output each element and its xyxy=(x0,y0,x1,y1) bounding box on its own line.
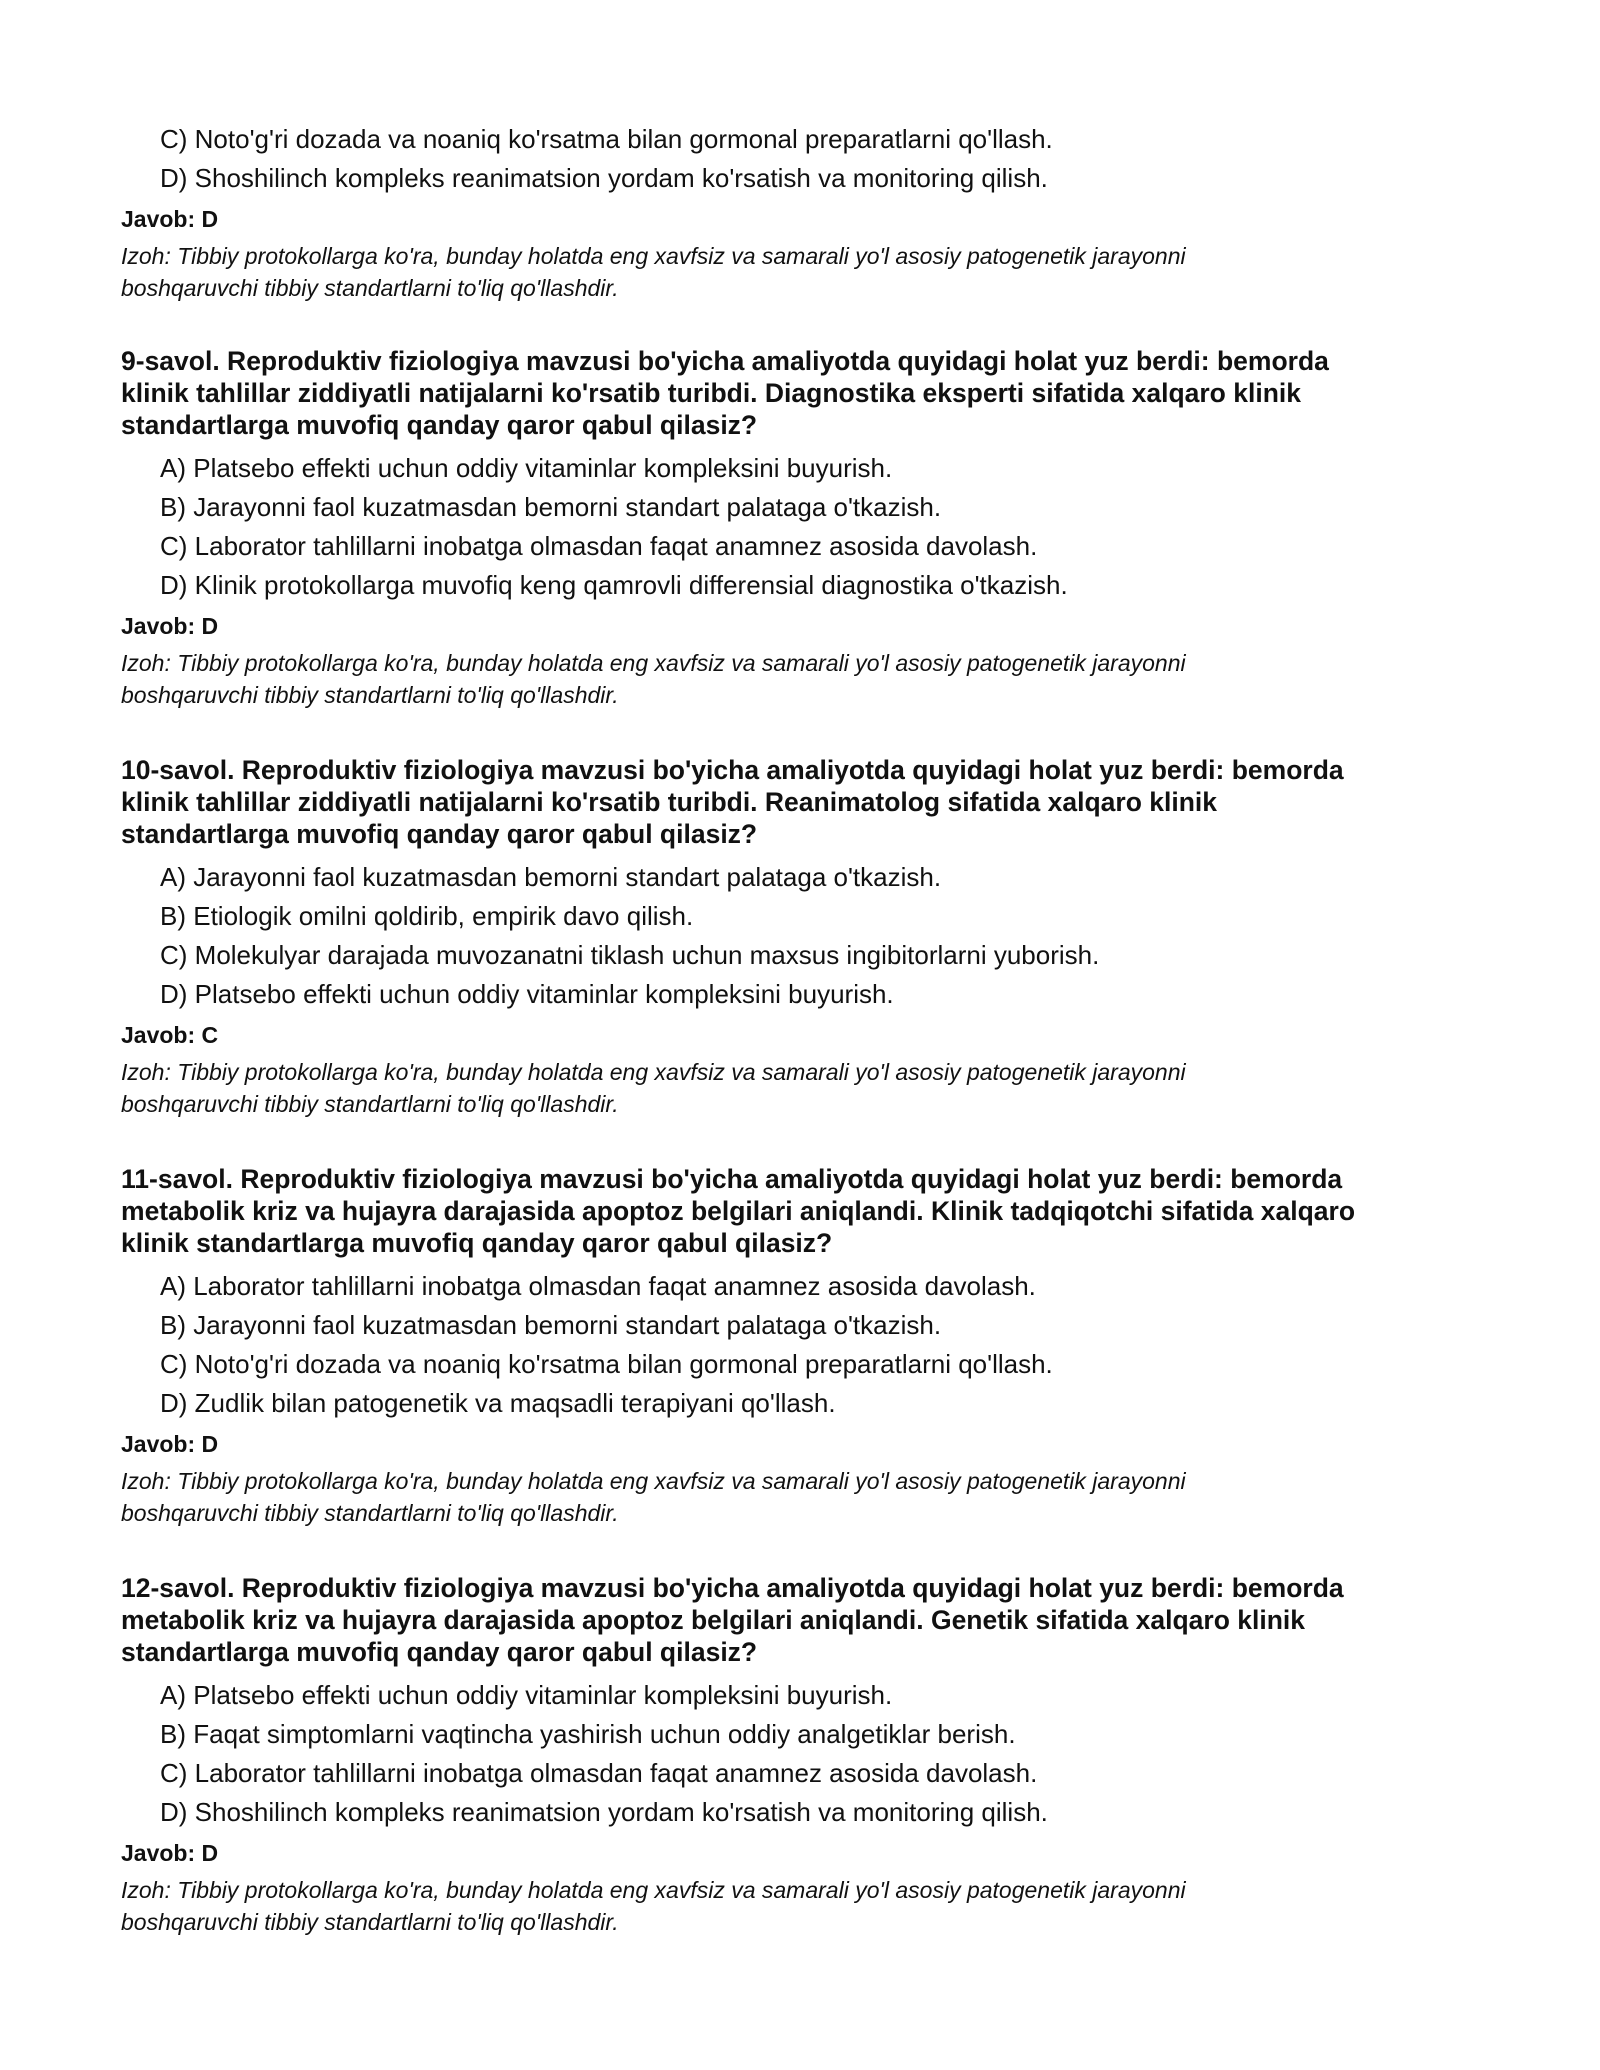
question-9 xyxy=(121,345,1501,711)
note-line: boshqaruvchi tibbiy standartlarni to'liq qo'llashdir. xyxy=(121,1909,619,1935)
question-12 xyxy=(121,1572,1501,1938)
question-10 xyxy=(121,754,1501,1120)
option-b: B) Etiologik omilni qoldirib, empirik davo qilish. xyxy=(160,901,694,931)
question-11 xyxy=(121,1163,1501,1529)
note-line: Izoh: Tibbiy protokollarga ko'ra, bunday holatda eng xavfsiz va samarali yo'l asosiy patogenetik jarayonni xyxy=(121,1059,1186,1085)
option-d: D) Platsebo effekti uchun oddiy vitaminlar kompleksini buyurish. xyxy=(160,979,894,1009)
option-b: B) Jarayonni faol kuzatmasdan bemorni standart palataga o'tkazish. xyxy=(160,1310,942,1340)
option-c: C) Noto'g'ri dozada va noaniq ko'rsatma bilan gormonal preparatlarni qo'llash. xyxy=(160,1349,1053,1379)
question-title-line: metabolik kriz va hujayra darajasida apoptoz belgilari aniqlandi. Genetik sifatida xalqaro klinik xyxy=(121,1605,1306,1635)
option-b: B) Jarayonni faol kuzatmasdan bemorni standart palataga o'tkazish. xyxy=(160,492,942,522)
question-title xyxy=(121,1163,1501,1259)
answer-label: Javob: D xyxy=(121,1840,219,1866)
question-title-line: standartlarga muvofiq qanday qaror qabul qilasiz? xyxy=(121,410,758,440)
question-title-line: metabolik kriz va hujayra darajasida apoptoz belgilari aniqlandi. Klinik tadqiqotchi sifatida xalqaro xyxy=(121,1196,1356,1226)
answer-label: Javob: D xyxy=(121,1431,219,1457)
question-title-line: 9-savol. Reproduktiv fiziologiya mavzusi bo'yicha amaliyotda quyidagi holat yuz berdi: bemorda xyxy=(121,346,1329,376)
question-title-line: 11-savol. Reproduktiv fiziologiya mavzusi bo'yicha amaliyotda quyidagi holat yuz berdi: bemorda xyxy=(121,1164,1343,1194)
option-c: C) Laborator tahlillarni inobatga olmasdan faqat anamnez asosida davolash. xyxy=(160,531,1038,561)
option-c: C) Noto'g'ri dozada va noaniq ko'rsatma bilan gormonal preparatlarni qo'llash. xyxy=(160,124,1053,154)
option-d: D) Zudlik bilan patogenetik va maqsadli terapiyani qo'llash. xyxy=(160,1388,836,1418)
explanation-note xyxy=(121,1465,1451,1529)
explanation-note xyxy=(121,1874,1451,1938)
note-line: boshqaruvchi tibbiy standartlarni to'liq qo'llashdir. xyxy=(121,1500,619,1526)
answer-label: Javob: D xyxy=(121,613,219,639)
option-a: A) Platsebo effekti uchun oddiy vitaminlar kompleksini buyurish. xyxy=(160,453,893,483)
note-line: Izoh: Tibbiy protokollarga ko'ra, bunday holatda eng xavfsiz va samarali yo'l asosiy patogenetik jarayonni xyxy=(121,243,1186,269)
option-c: C) Molekulyar darajada muvozanatni tiklash uchun maxsus ingibitorlarni yuborish. xyxy=(160,940,1100,970)
option-d: D) Klinik protokollarga muvofiq keng qamrovli differensial diagnostika o'tkazish. xyxy=(160,570,1068,600)
option-a: A) Platsebo effekti uchun oddiy vitaminlar kompleksini buyurish. xyxy=(160,1680,893,1710)
note-line: boshqaruvchi tibbiy standartlarni to'liq qo'llashdir. xyxy=(121,682,619,708)
question-title xyxy=(121,345,1501,441)
answer-label: Javob: D xyxy=(121,206,219,232)
option-a: A) Jarayonni faol kuzatmasdan bemorni standart palataga o'tkazish. xyxy=(160,862,942,892)
question-8-continuation xyxy=(121,120,1501,304)
note-line: boshqaruvchi tibbiy standartlarni to'liq qo'llashdir. xyxy=(121,275,619,301)
note-line: Izoh: Tibbiy protokollarga ko'ra, bunday holatda eng xavfsiz va samarali yo'l asosiy patogenetik jarayonni xyxy=(121,650,1186,676)
question-title-line: klinik tahlillar ziddiyatli natijalarni ko'rsatib turibdi. Diagnostika eksperti sifatida xalqaro klinik xyxy=(121,378,1301,408)
question-title-line: klinik tahlillar ziddiyatli natijalarni ko'rsatib turibdi. Reanimatolog sifatida xalqaro klinik xyxy=(121,787,1217,817)
explanation-note xyxy=(121,240,1451,304)
question-title-line: standartlarga muvofiq qanday qaror qabul qilasiz? xyxy=(121,819,758,849)
question-title-line: 10-savol. Reproduktiv fiziologiya mavzusi bo'yicha amaliyotda quyidagi holat yuz berdi: bemorda xyxy=(121,755,1344,785)
note-line: Izoh: Tibbiy protokollarga ko'ra, bunday holatda eng xavfsiz va samarali yo'l asosiy patogenetik jarayonni xyxy=(121,1877,1186,1903)
note-line: boshqaruvchi tibbiy standartlarni to'liq qo'llashdir. xyxy=(121,1091,619,1117)
explanation-note xyxy=(121,1056,1451,1120)
option-c: C) Laborator tahlillarni inobatga olmasdan faqat anamnez asosida davolash. xyxy=(160,1758,1038,1788)
note-line: Izoh: Tibbiy protokollarga ko'ra, bunday holatda eng xavfsiz va samarali yo'l asosiy patogenetik jarayonni xyxy=(121,1468,1186,1494)
question-title xyxy=(121,754,1501,850)
answer-label: Javob: C xyxy=(121,1022,219,1048)
option-a: A) Laborator tahlillarni inobatga olmasdan faqat anamnez asosida davolash. xyxy=(160,1271,1036,1301)
option-d: D) Shoshilinch kompleks reanimatsion yordam ko'rsatish va monitoring qilish. xyxy=(160,1797,1048,1827)
question-title-line: klinik standartlarga muvofiq qanday qaror qabul qilasiz? xyxy=(121,1228,833,1258)
option-b: B) Faqat simptomlarni vaqtincha yashirish uchun oddiy analgetiklar berish. xyxy=(160,1719,1016,1749)
explanation-note xyxy=(121,647,1451,711)
question-title xyxy=(121,1572,1501,1668)
option-d: D) Shoshilinch kompleks reanimatsion yordam ko'rsatish va monitoring qilish. xyxy=(160,163,1048,193)
question-title-line: standartlarga muvofiq qanday qaror qabul qilasiz? xyxy=(121,1637,758,1667)
question-title-line: 12-savol. Reproduktiv fiziologiya mavzusi bo'yicha amaliyotda quyidagi holat yuz berdi: bemorda xyxy=(121,1573,1344,1603)
